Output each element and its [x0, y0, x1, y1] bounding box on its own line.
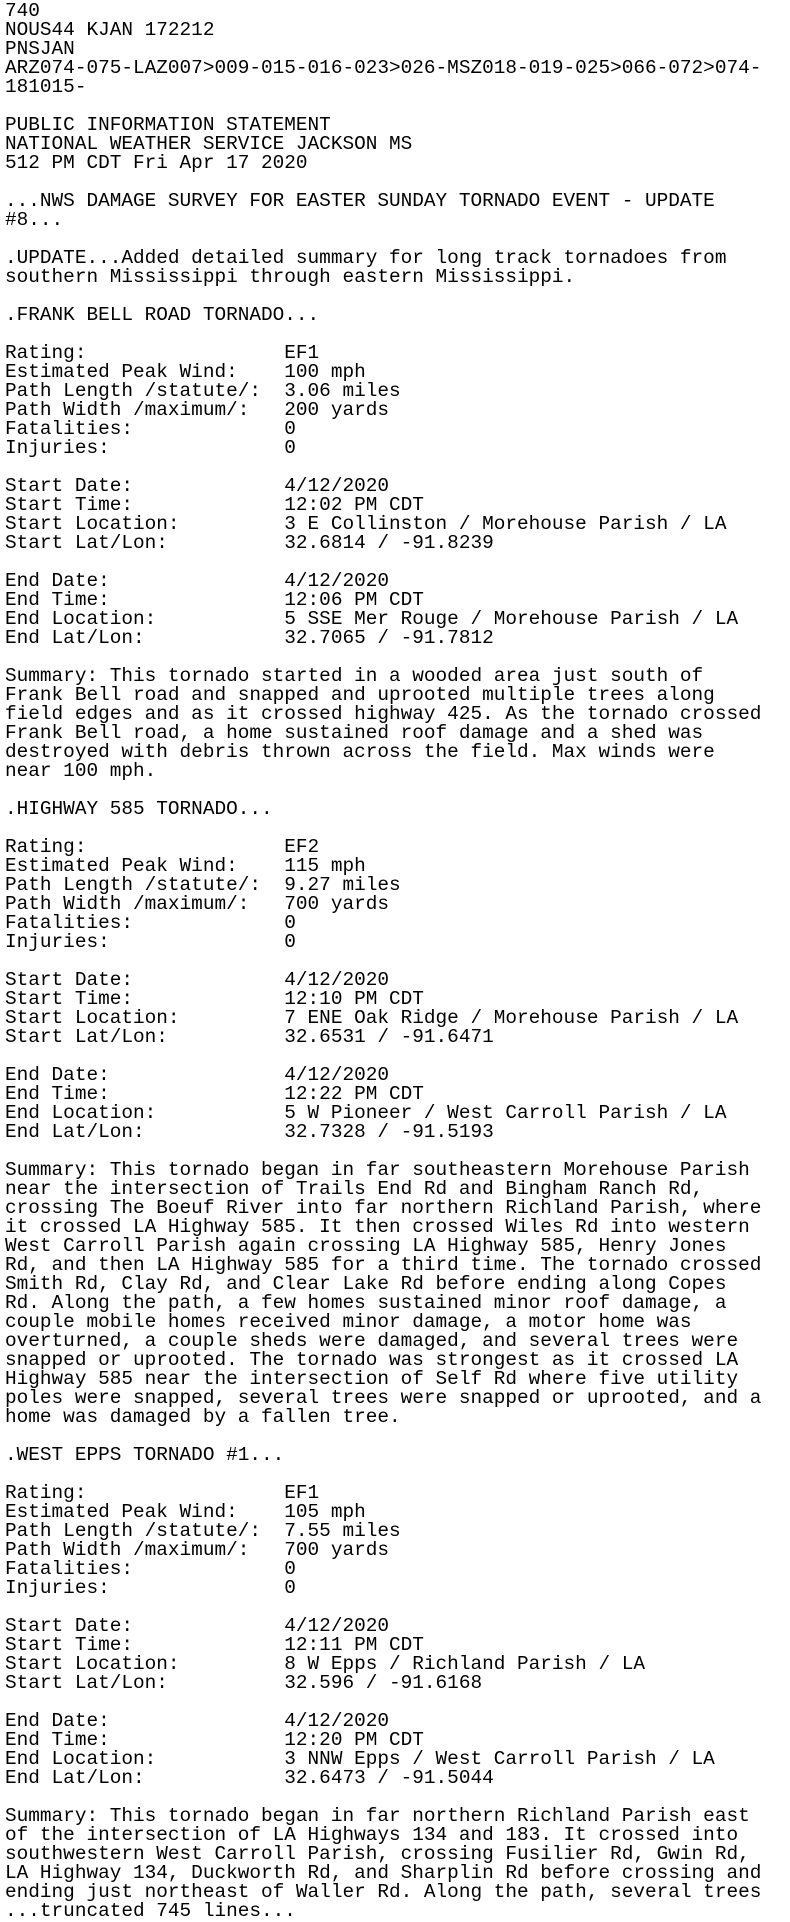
bulletin-line: Estimated Peak Wind: 105 mph: [5, 1501, 366, 1523]
bulletin-line: PNSJAN: [5, 38, 75, 60]
bulletin-line: Start Location: 3 E Collinston / Morehouse Parish / LA: [5, 513, 727, 535]
bulletin-line: Path Width /maximum/: 200 yards: [5, 399, 389, 421]
bulletin-line: .UPDATE...Added detailed summary for long track tornadoes from: [5, 247, 727, 269]
bulletin-line: End Location: 5 SSE Mer Rouge / Morehouse Parish / LA: [5, 608, 739, 630]
bulletin-line: Start Time: 12:02 PM CDT: [5, 494, 424, 516]
bulletin-line: .WEST EPPS TORNADO #1...: [5, 1444, 285, 1466]
bulletin-line: Highway 585 near the intersection of Self Rd where five utility: [5, 1368, 739, 1390]
bulletin-line: Start Date: 4/12/2020: [5, 1615, 389, 1637]
bulletin-line: End Lat/Lon: 32.7328 / -91.5193: [5, 1121, 494, 1143]
bulletin-line: End Time: 12:22 PM CDT: [5, 1083, 424, 1105]
bulletin-line: Start Time: 12:10 PM CDT: [5, 988, 424, 1010]
bulletin-line: Start Location: 7 ENE Oak Ridge / Morehouse Parish / LA: [5, 1007, 739, 1029]
bulletin-line: Path Width /maximum/: 700 yards: [5, 1539, 389, 1561]
bulletin-line: PUBLIC INFORMATION STATEMENT: [5, 114, 331, 136]
bulletin-line: Rating: EF2: [5, 836, 320, 858]
bulletin-line: Smith Rd, Clay Rd, and Clear Lake Rd before ending along Copes: [5, 1273, 727, 1295]
bulletin-line: field edges and as it crossed highway 425. As the tornado crossed: [5, 703, 762, 725]
bulletin-line: Fatalities: 0: [5, 912, 296, 934]
bulletin-line: snapped or uprooted. The tornado was strongest as it crossed LA: [5, 1349, 739, 1371]
bulletin-line: Fatalities: 0: [5, 418, 296, 440]
bulletin-line: Summary: This tornado began in far northern Richland Parish east: [5, 1805, 750, 1827]
bulletin-line: Rating: EF1: [5, 1482, 320, 1504]
bulletin-line: West Carroll Parish again crossing LA Highway 585, Henry Jones: [5, 1235, 727, 1257]
bulletin-line: Injuries: 0: [5, 931, 296, 953]
bulletin-line: crossing The Boeuf River into far northern Richland Parish, where: [5, 1197, 762, 1219]
bulletin-line: LA Highway 134, Duckworth Rd, and Sharplin Rd before crossing and: [5, 1862, 762, 1884]
bulletin-line: Frank Bell road and snapped and uprooted multiple trees along: [5, 684, 715, 706]
bulletin-line: Start Lat/Lon: 32.6814 / -91.8239: [5, 532, 494, 554]
bulletin-line: Path Width /maximum/: 700 yards: [5, 893, 389, 915]
bulletin-line: Path Length /statute/: 3.06 miles: [5, 380, 401, 402]
bulletin-line: southwestern West Carroll Parish, crossing Fusilier Rd, Gwin Rd,: [5, 1843, 750, 1865]
bulletin-line: couple mobile homes received minor damage, a motor home was: [5, 1311, 692, 1333]
bulletin-line: southern Mississippi through eastern Mississippi.: [5, 266, 576, 288]
bulletin-line: End Date: 4/12/2020: [5, 570, 389, 592]
bulletin-line: End Time: 12:20 PM CDT: [5, 1729, 424, 1751]
bulletin-line: Injuries: 0: [5, 437, 296, 459]
bulletin-line: End Location: 3 NNW Epps / West Carroll Parish / LA: [5, 1748, 715, 1770]
bulletin-line: #8...: [5, 209, 64, 231]
bulletin-line: Start Location: 8 W Epps / Richland Parish / LA: [5, 1653, 645, 1675]
bulletin-line: End Location: 5 W Pioneer / West Carroll Parish / LA: [5, 1102, 727, 1124]
bulletin-line: Estimated Peak Wind: 115 mph: [5, 855, 366, 877]
bulletin-line: Estimated Peak Wind: 100 mph: [5, 361, 366, 383]
bulletin-line: End Time: 12:06 PM CDT: [5, 589, 424, 611]
bulletin-line: End Date: 4/12/2020: [5, 1064, 389, 1086]
bulletin-line: Rating: EF1: [5, 342, 320, 364]
bulletin-line: End Lat/Lon: 32.7065 / -91.7812: [5, 627, 494, 649]
bulletin-line: Summary: This tornado started in a wooded area just south of: [5, 665, 704, 687]
bulletin-line: Start Lat/Lon: 32.6531 / -91.6471: [5, 1026, 494, 1048]
bulletin-line: it crossed LA Highway 585. It then crossed Wiles Rd into western: [5, 1216, 750, 1238]
bulletin-line: ...truncated 745 lines...: [5, 1900, 296, 1922]
bulletin-line: 740: [5, 0, 40, 22]
bulletin-line: ...NWS DAMAGE SURVEY FOR EASTER SUNDAY TORNADO EVENT - UPDATE: [5, 190, 715, 212]
bulletin-line: NATIONAL WEATHER SERVICE JACKSON MS: [5, 133, 413, 155]
bulletin-line: destroyed with debris thrown across the field. Max winds were: [5, 741, 715, 763]
bulletin-line: End Lat/Lon: 32.6473 / -91.5044: [5, 1767, 494, 1789]
bulletin-line: Path Length /statute/: 9.27 miles: [5, 874, 401, 896]
bulletin-line: .FRANK BELL ROAD TORNADO...: [5, 304, 320, 326]
bulletin-line: overturned, a couple sheds were damaged, and several trees were: [5, 1330, 739, 1352]
bulletin-line: of the intersection of LA Highways 134 and 183. It crossed into: [5, 1824, 739, 1846]
bulletin-line: 181015-: [5, 76, 87, 98]
bulletin-line: End Date: 4/12/2020: [5, 1710, 389, 1732]
bulletin-line: Injuries: 0: [5, 1577, 296, 1599]
bulletin-line: Summary: This tornado began in far southeastern Morehouse Parish: [5, 1159, 750, 1181]
bulletin-line: Start Lat/Lon: 32.596 / -91.6168: [5, 1672, 483, 1694]
bulletin-line: near the intersection of Trails End Rd and Bingham Ranch Rd,: [5, 1178, 704, 1200]
bulletin-line: home was damaged by a fallen tree.: [5, 1406, 401, 1428]
bulletin-line: NOUS44 KJAN 172212: [5, 19, 215, 41]
bulletin-line: 512 PM CDT Fri Apr 17 2020: [5, 152, 308, 174]
bulletin-line: Start Date: 4/12/2020: [5, 969, 389, 991]
bulletin-line: Start Time: 12:11 PM CDT: [5, 1634, 424, 1656]
bulletin-line: Rd. Along the path, a few homes sustained minor roof damage, a: [5, 1292, 727, 1314]
bulletin-line: Path Length /statute/: 7.55 miles: [5, 1520, 401, 1542]
bulletin-line: ending just northeast of Waller Rd. Along the path, several trees: [5, 1881, 762, 1903]
bulletin-line: poles were snapped, several trees were snapped or uprooted, and a: [5, 1387, 762, 1409]
bulletin-line: Start Date: 4/12/2020: [5, 475, 389, 497]
bulletin-line: .HIGHWAY 585 TORNADO...: [5, 798, 273, 820]
bulletin-line: near 100 mph.: [5, 760, 157, 782]
bulletin-line: Rd, and then LA Highway 585 for a third time. The tornado crossed: [5, 1254, 762, 1276]
bulletin-line: Fatalities: 0: [5, 1558, 296, 1580]
bulletin-line: ARZ074-075-LAZ007>009-015-016-023>026-MSZ018-019-025>066-072>074-: [5, 57, 762, 79]
bulletin-line: Frank Bell road, a home sustained roof damage and a shed was: [5, 722, 704, 744]
